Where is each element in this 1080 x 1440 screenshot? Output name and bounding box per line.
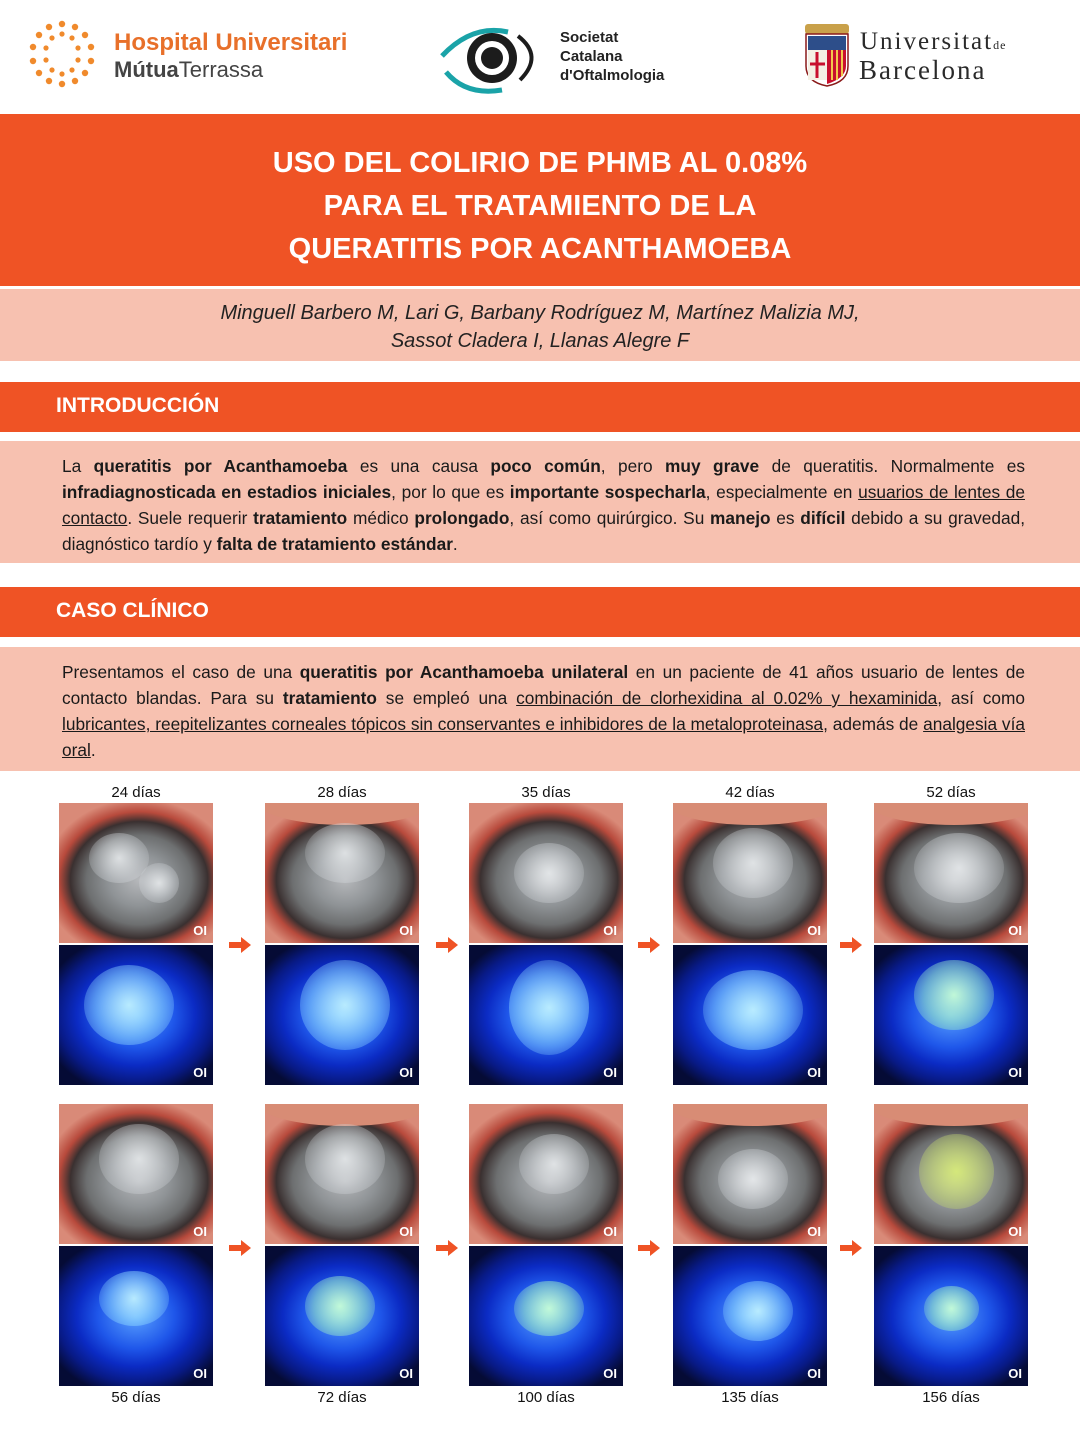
fluorescein-photo	[673, 945, 827, 1085]
hospital-name-line2: MútuaTerrassa	[114, 57, 264, 82]
corneal-lesion	[99, 1271, 169, 1326]
corneal-lesion	[305, 1124, 385, 1194]
timeline-day-label: 28 días	[317, 784, 367, 801]
intro-body	[0, 441, 1080, 563]
eye-side-label: OI	[193, 923, 207, 938]
case-heading-bar	[0, 587, 1080, 637]
eyelid-shape	[265, 803, 419, 825]
timeline-day-label: 135 días	[721, 1389, 779, 1406]
timeline-day-label: 156 días	[922, 1389, 980, 1406]
timeline-day-label: 42 días	[725, 784, 775, 801]
fluorescein-photo	[59, 1246, 213, 1386]
intro-heading-bar	[0, 382, 1080, 432]
case-heading: CASO CLÍNICO	[56, 599, 209, 622]
university-name-line2: Barcelona	[859, 55, 987, 85]
society-name: Societat Catalana d'Oftalmologia	[560, 29, 665, 84]
slit-lamp-photo	[59, 1104, 213, 1244]
corneal-lesion	[509, 960, 589, 1055]
eye-side-label: OI	[807, 1366, 821, 1381]
corneal-lesion	[703, 970, 803, 1050]
hospital-sun-icon	[24, 18, 100, 90]
intro-heading: INTRODUCCIÓN	[56, 394, 220, 417]
university-logo	[802, 22, 1054, 92]
timeline-day-label: 35 días	[521, 784, 571, 801]
corneal-lesion	[718, 1149, 788, 1209]
eye-side-label: OI	[399, 1224, 413, 1239]
authors: Minguell Barbero M, Lari G, Barbany Rodríguez M, Martínez Malizia MJ, Sassot Cladera I, Llanas Alegre F	[220, 302, 860, 352]
corneal-lesion	[924, 1286, 979, 1331]
eye-side-label: OI	[193, 1366, 207, 1381]
title-band	[0, 114, 1080, 286]
corneal-lesion	[519, 1134, 589, 1194]
eyelid-shape	[673, 1104, 827, 1126]
eye-side-label: OI	[603, 1065, 617, 1080]
corneal-lesion	[914, 960, 994, 1030]
fluorescein-photo	[265, 945, 419, 1085]
arrow-right-icon	[229, 1240, 251, 1256]
eye-side-label: OI	[1008, 1366, 1022, 1381]
eye-side-label: OI	[1008, 1065, 1022, 1080]
timeline-day-label: 24 días	[111, 784, 161, 801]
eye-side-label: OI	[603, 923, 617, 938]
corneal-lesion	[305, 823, 385, 883]
fluorescein-photo	[874, 1246, 1028, 1386]
corneal-lesion	[914, 833, 1004, 903]
hospital-logo	[24, 18, 354, 90]
fluorescein-photo	[469, 1246, 623, 1386]
eye-side-label: OI	[399, 923, 413, 938]
intro-text: La queratitis por Acanthamoeba es una causa poco común, pero muy grave de queratitis. Normalmente es infradiagnosticada en estadios iniciales, por lo que es importante sospecharla, especialmente en usuarios de lentes de contacto. Suele requerir tratamiento médico prolongado, así como quirúrgico. Su manejo es difícil debido a su gravedad, diagnóstico tardío y falta de tratamiento estándar.	[62, 456, 1026, 554]
eyelid-shape	[874, 803, 1028, 825]
authors-band	[0, 289, 1080, 361]
header-logos	[0, 0, 1080, 112]
slit-lamp-photo	[874, 803, 1028, 943]
timeline-day-label: 52 días	[926, 784, 976, 801]
eye-side-label: OI	[807, 923, 821, 938]
timeline-day-label: 56 días	[111, 1389, 161, 1406]
fluorescein-photo	[265, 1246, 419, 1386]
arrow-right-icon	[436, 1240, 458, 1256]
slit-lamp-photo	[265, 803, 419, 943]
eyelid-shape	[673, 803, 827, 825]
eye-side-label: OI	[399, 1065, 413, 1080]
fluorescein-photo	[59, 945, 213, 1085]
corneal-lesion	[514, 1281, 584, 1336]
slit-lamp-photo	[469, 803, 623, 943]
slit-lamp-photo	[673, 803, 827, 943]
case-text: Presentamos el caso de una queratitis por Acanthamoeba unilateral en un paciente de 41 años usuario de lentes de contacto blandas. Para su tratamiento se empleó una combinación de clorhexidina al 0.02% y hexaminida, así como lubricantes, reepitelizantes corneales tópicos sin conservantes e inhibidores de la metaloproteinasa, además de analgesia vía oral.	[62, 662, 1026, 760]
eye-side-label: OI	[1008, 1224, 1022, 1239]
timeline-day-label: 72 días	[317, 1389, 367, 1406]
eye-side-label: OI	[1008, 923, 1022, 938]
slit-lamp-photo	[59, 803, 213, 943]
society-logo	[436, 16, 696, 98]
slit-lamp-photo	[874, 1104, 1028, 1244]
arrow-right-icon	[638, 937, 660, 953]
arrow-right-icon	[229, 937, 251, 953]
eyelid-shape	[265, 1104, 419, 1126]
eye-side-label: OI	[807, 1065, 821, 1080]
timeline-day-label: 100 días	[517, 1389, 575, 1406]
eye-side-label: OI	[193, 1224, 207, 1239]
corneal-lesion	[139, 863, 179, 903]
corneal-lesion	[723, 1281, 793, 1341]
university-name-line1: Universitatde	[860, 28, 1007, 55]
poster-title: USO DEL COLIRIO DE PHMB AL 0.08% PARA EL TRATAMIENTO DE LA QUERATITIS POR ACANTHAMOEBA	[272, 147, 808, 265]
eye-side-label: OI	[193, 1065, 207, 1080]
slit-lamp-photo	[265, 1104, 419, 1244]
corneal-lesion	[919, 1134, 994, 1209]
fluorescein-photo	[673, 1246, 827, 1386]
corneal-lesion	[84, 965, 174, 1045]
corneal-lesion	[305, 1276, 375, 1336]
arrow-right-icon	[436, 937, 458, 953]
eye-side-label: OI	[603, 1224, 617, 1239]
fluorescein-photo	[874, 945, 1028, 1085]
case-body	[0, 647, 1080, 771]
corneal-lesion	[713, 828, 793, 898]
corneal-lesion	[514, 843, 584, 903]
corneal-lesion	[99, 1124, 179, 1194]
slit-lamp-photo	[469, 1104, 623, 1244]
eye-side-label: OI	[603, 1366, 617, 1381]
university-shield-icon	[802, 22, 852, 88]
arrow-right-icon	[840, 937, 862, 953]
arrow-right-icon	[638, 1240, 660, 1256]
eyelid-shape	[874, 1104, 1028, 1126]
fluorescein-photo	[469, 945, 623, 1085]
slit-lamp-photo	[673, 1104, 827, 1244]
hospital-name-line1: Hospital Universitari	[114, 29, 348, 56]
arrow-right-icon	[840, 1240, 862, 1256]
eye-icon	[436, 16, 554, 98]
eye-side-label: OI	[399, 1366, 413, 1381]
eye-side-label: OI	[807, 1224, 821, 1239]
corneal-lesion	[300, 960, 390, 1050]
